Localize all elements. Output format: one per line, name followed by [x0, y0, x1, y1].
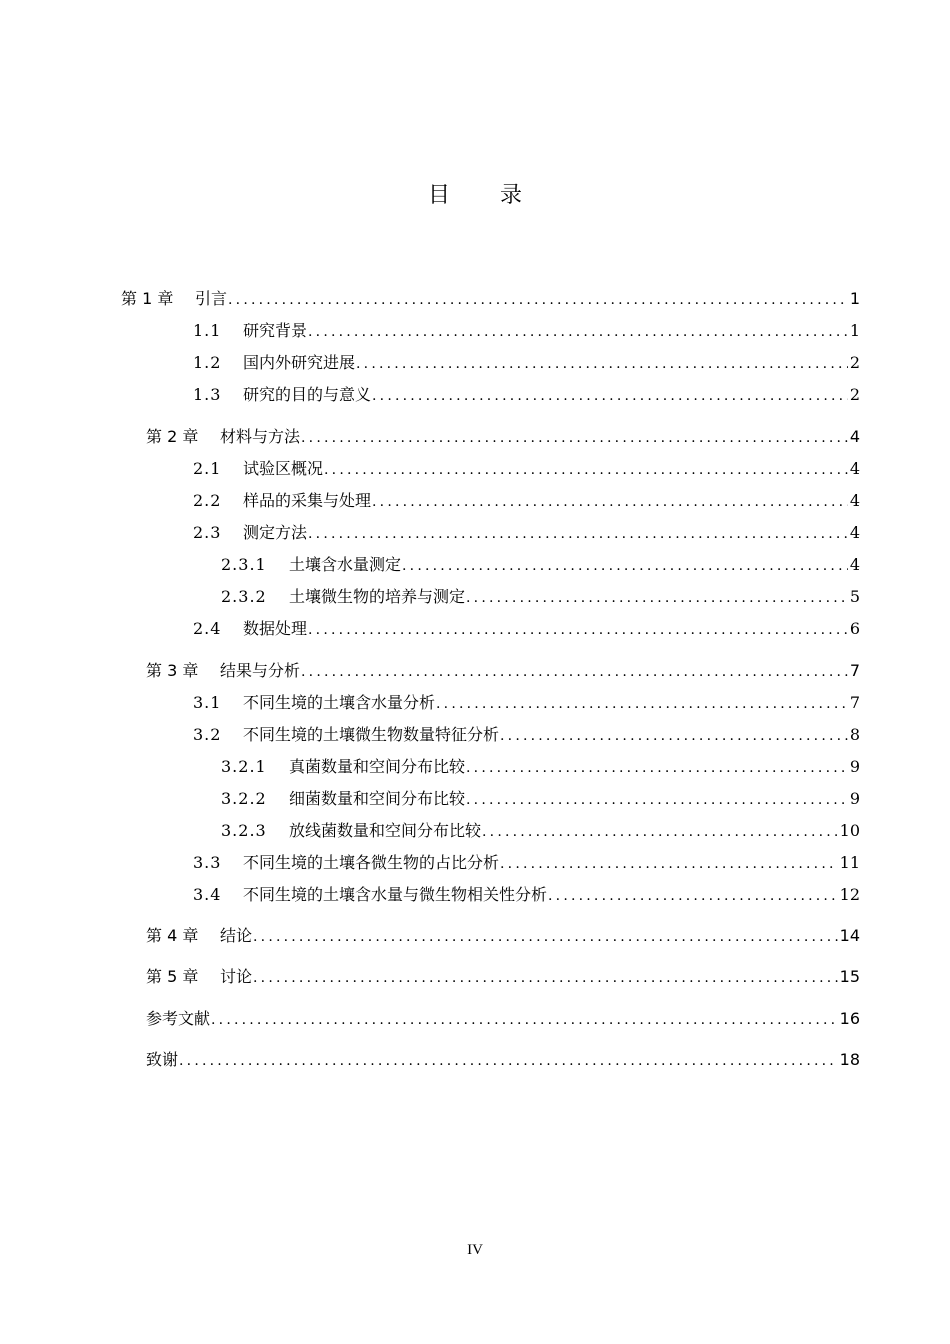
toc-entry-number: 1.3	[193, 385, 222, 404]
toc-dot-leader	[548, 883, 838, 909]
toc-dot-leader	[466, 787, 848, 813]
toc-entry-number: 3.2	[193, 725, 222, 744]
toc-entry-title: 数据处理	[243, 619, 308, 638]
toc-entry-title: 讨论	[220, 967, 253, 986]
toc-entry-number: 3.1	[193, 693, 222, 712]
toc-entry-page: 1	[849, 321, 860, 340]
toc-dot-leader	[301, 659, 848, 685]
toc-dot-leader	[211, 1007, 838, 1033]
toc-entry-number: 3.2.1	[221, 757, 267, 776]
toc-entry-title: 不同生境的土壤含水量分析	[243, 693, 436, 712]
toc-entry-title: 放线菌数量和空间分布比较	[289, 821, 482, 840]
toc-dot-leader	[372, 489, 848, 515]
toc-entry-title: 参考文献	[146, 1009, 211, 1028]
toc-entry-page: 15	[839, 967, 860, 986]
toc-entry-page: 11	[839, 853, 860, 872]
toc-entry-title: 引言	[195, 289, 228, 308]
toc-entry-number: 2.2	[193, 491, 222, 510]
toc-entry-number: 第 5 章	[146, 967, 199, 986]
toc-entry-title: 材料与方法	[220, 427, 301, 446]
toc-entry-number: 3.4	[193, 885, 222, 904]
toc-entry-title: 结论	[220, 926, 253, 945]
toc-entry[interactable]	[193, 520, 860, 546]
toc-dot-leader	[500, 723, 848, 749]
toc-entry-title: 土壤含水量测定	[289, 555, 402, 574]
toc-entry[interactable]	[193, 882, 860, 908]
toc-dot-leader	[466, 585, 848, 611]
toc-entry[interactable]	[221, 584, 860, 610]
toc-entry-page: 14	[839, 926, 860, 945]
toc-dot-leader	[372, 383, 848, 409]
toc-entry-title: 不同生境的土壤各微生物的占比分析	[243, 853, 500, 872]
toc-entry-page: 4	[849, 523, 860, 542]
toc-dot-leader	[253, 924, 838, 950]
toc-entry-title: 国内外研究进展	[243, 353, 356, 372]
toc-entry-title: 研究背景	[243, 321, 308, 340]
toc-entry[interactable]	[221, 818, 860, 844]
page-title	[0, 178, 950, 209]
toc-entry-title: 研究的目的与意义	[243, 385, 372, 404]
toc-entry-page: 7	[849, 693, 860, 712]
toc-entry[interactable]	[193, 850, 860, 876]
toc-entry-page: 12	[839, 885, 860, 904]
toc-dot-leader	[228, 287, 848, 313]
toc-dot-leader	[301, 425, 848, 451]
toc-entry-title: 测定方法	[243, 523, 308, 542]
toc-entry-page: 6	[849, 619, 860, 638]
toc-entry[interactable]	[221, 786, 860, 812]
toc-entry-number: 第 2 章	[146, 427, 199, 446]
toc-entry[interactable]	[193, 616, 860, 642]
toc-dot-leader	[402, 553, 848, 579]
toc-entry-page: 9	[849, 757, 860, 776]
toc-dot-leader	[466, 755, 848, 781]
toc-entry-title: 样品的采集与处理	[243, 491, 372, 510]
toc-entry-page: 4	[849, 427, 860, 446]
toc-entry-page: 4	[849, 555, 860, 574]
toc-entry-page: 5	[849, 587, 860, 606]
toc-entry-title: 致谢	[146, 1050, 179, 1069]
toc-entry[interactable]	[221, 754, 860, 780]
toc-entry[interactable]	[146, 658, 860, 684]
page-title-char-2: 录	[500, 183, 523, 208]
toc-entry[interactable]	[146, 424, 860, 450]
page-title-char-1: 目	[427, 183, 450, 208]
toc-entry-number: 3.2.2	[221, 789, 267, 808]
toc-entry-number: 2.3	[193, 523, 222, 542]
toc-entry[interactable]	[193, 318, 860, 344]
toc-entry[interactable]	[193, 350, 860, 376]
toc-entry-number: 第 4 章	[146, 926, 199, 945]
toc-entry[interactable]	[146, 1006, 860, 1032]
toc-entry-page: 4	[849, 459, 860, 478]
toc-entry-page: 16	[839, 1009, 860, 1028]
toc-entry-number: 1.1	[193, 321, 222, 340]
toc-entry-page: 7	[849, 661, 860, 680]
toc-entry[interactable]	[193, 382, 860, 408]
toc-entry[interactable]	[193, 456, 860, 482]
toc-entry[interactable]	[146, 1047, 860, 1073]
toc-dot-leader	[356, 351, 848, 377]
toc-entry-title: 试验区概况	[243, 459, 324, 478]
toc-entry[interactable]	[146, 923, 860, 949]
toc-entry-title: 不同生境的土壤含水量与微生物相关性分析	[243, 885, 548, 904]
toc-entry-title: 细菌数量和空间分布比较	[289, 789, 466, 808]
toc-entry-number: 第 1 章	[121, 289, 174, 308]
toc-entry[interactable]	[121, 286, 860, 312]
toc-entry-number: 2.1	[193, 459, 222, 478]
toc-entry-title: 不同生境的土壤微生物数量特征分析	[243, 725, 500, 744]
toc-entry-page: 4	[849, 491, 860, 510]
toc-dot-leader	[308, 617, 848, 643]
toc-entry[interactable]	[146, 964, 860, 990]
toc-entry-number: 3.3	[193, 853, 222, 872]
toc-entry-number: 第 3 章	[146, 661, 199, 680]
toc-dot-leader	[308, 319, 848, 345]
toc-entry-page: 2	[849, 385, 860, 404]
toc-entry-number: 2.3.2	[221, 587, 267, 606]
toc-dot-leader	[324, 457, 848, 483]
toc-dot-leader	[179, 1048, 838, 1074]
toc-entry-number: 2.4	[193, 619, 222, 638]
toc-dot-leader	[500, 851, 838, 877]
page-footer-number: IV	[467, 1242, 483, 1258]
toc-entry-number: 3.2.3	[221, 821, 267, 840]
toc-entry-page: 2	[849, 353, 860, 372]
toc-entry-page: 8	[849, 725, 860, 744]
toc-entry[interactable]	[221, 552, 860, 578]
toc-dot-leader	[482, 819, 838, 845]
toc-entry-title: 结果与分析	[220, 661, 301, 680]
toc-entry[interactable]	[193, 722, 860, 748]
toc-dot-leader	[253, 965, 838, 991]
toc-dot-leader	[436, 691, 848, 717]
toc-entry-number: 1.2	[193, 353, 222, 372]
toc-entry-page: 10	[839, 821, 860, 840]
toc-entry-page: 9	[849, 789, 860, 808]
toc-entry-number: 2.3.1	[221, 555, 267, 574]
toc-entry-page: 1	[849, 289, 860, 308]
toc-entry[interactable]	[193, 690, 860, 716]
toc-entry-title: 土壤微生物的培养与测定	[289, 587, 466, 606]
toc-entry-page: 18	[839, 1050, 860, 1069]
toc-entry[interactable]	[193, 488, 860, 514]
toc-entry-title: 真菌数量和空间分布比较	[289, 757, 466, 776]
toc-dot-leader	[308, 521, 848, 547]
